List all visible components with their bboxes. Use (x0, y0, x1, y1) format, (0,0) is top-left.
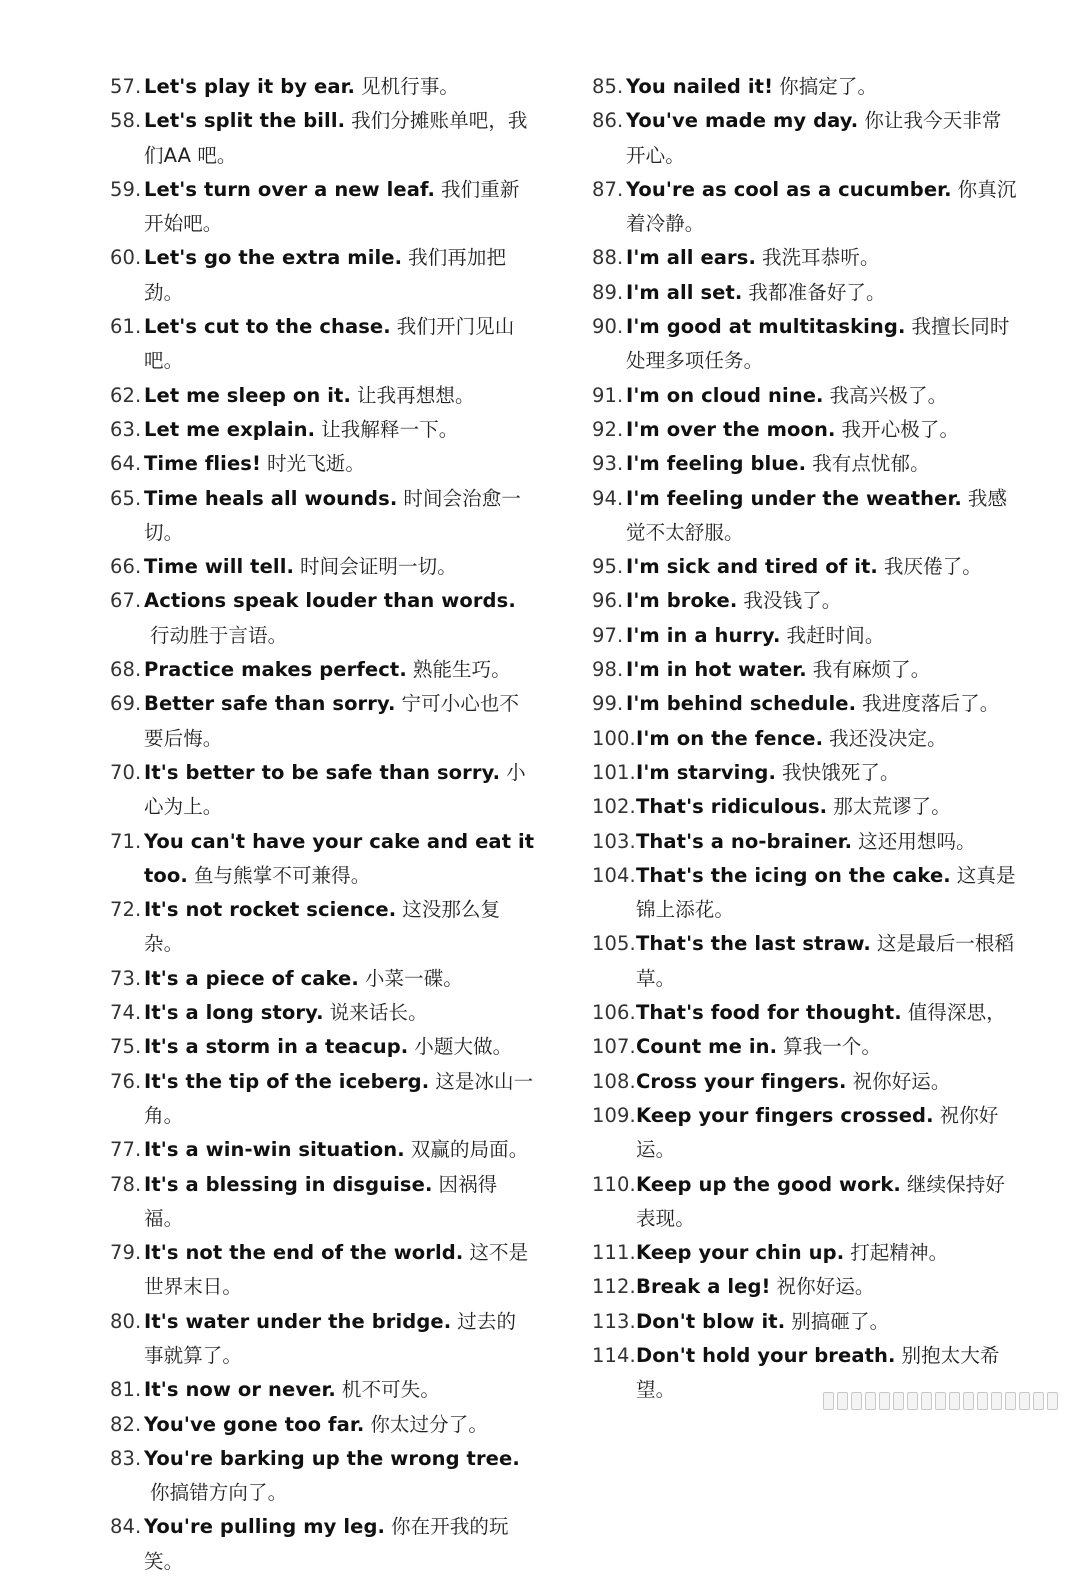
english-phrase: I'm broke. (626, 589, 738, 613)
chinese-translation: 我感觉不太舒服。 (626, 486, 1008, 544)
entry-number: 104. (592, 863, 636, 887)
entry-number: 63. (110, 417, 142, 441)
chinese-translation: 这是最后一根稻草。 (636, 932, 1015, 990)
english-phrase: You can't have your cake and eat it too. (144, 829, 535, 887)
english-phrase: I'm all ears. (626, 246, 756, 270)
english-phrase: It's better to be safe than sorry. (144, 760, 501, 784)
chinese-translation: 祝你好运。 (776, 1275, 875, 1299)
english-phrase: It's a long story. (144, 1001, 324, 1025)
phrase-entry (592, 722, 1017, 756)
left-column (110, 70, 535, 1579)
english-phrase: It's a blessing in disguise. (144, 1172, 433, 1196)
phrase-entry (592, 1168, 1017, 1237)
chinese-translation: 我还没决定。 (829, 726, 947, 750)
entry-number: 75. (110, 1035, 142, 1059)
chinese-translation: 我们重新开始吧。 (144, 177, 520, 236)
english-phrase: It's the tip of the iceberg. (144, 1069, 430, 1093)
entry-number: 82. (110, 1412, 142, 1436)
chinese-translation: 我有点忧郁。 (812, 452, 930, 476)
chinese-translation: 我赶时间。 (786, 623, 885, 647)
english-phrase: I'm in a hurry. (626, 623, 781, 647)
entry-number: 83. (110, 1446, 142, 1470)
chinese-translation: 这真是锦上添花。 (636, 863, 1016, 922)
chinese-translation: 你搞定了。 (779, 75, 878, 98)
phrase-entry (110, 550, 535, 584)
english-phrase: I'm starving. (636, 760, 776, 784)
entry-number: 74. (110, 1001, 142, 1025)
chinese-translation: 小题大做。 (414, 1035, 513, 1059)
chinese-translation: 时间会治愈一切。 (144, 486, 521, 544)
chinese-translation: 我擅长同时处理多项任务。 (626, 315, 1010, 373)
entry-number: 101. (592, 760, 636, 784)
chinese-translation: 我们再加把劲。 (144, 246, 507, 304)
chinese-translation: 鱼与熊掌不可兼得。 (193, 863, 371, 887)
phrase-entry (110, 1236, 535, 1305)
entry-number: 108. (592, 1069, 636, 1093)
entry-number: 92. (592, 417, 624, 441)
english-phrase: It's a storm in a teacup. (144, 1035, 409, 1059)
chinese-translation: 我有麻烦了。 (812, 658, 931, 682)
phrase-entry (592, 996, 1017, 1030)
phrase-entry (110, 70, 535, 104)
phrase-entry (110, 996, 535, 1030)
english-phrase: Practice makes perfect. (144, 658, 407, 682)
chinese-translation: 我厌倦了。 (883, 555, 982, 579)
phrase-entry (592, 70, 1017, 104)
phrase-entry (110, 447, 535, 481)
phrase-entry (592, 653, 1017, 687)
english-phrase: I'm sick and tired of it. (626, 555, 878, 579)
chinese-translation: 时间会证明一切。 (300, 555, 457, 579)
right-column (592, 70, 1017, 1408)
entry-number: 69. (110, 692, 142, 716)
phrase-entry (592, 790, 1017, 824)
english-phrase: You've gone too far. (144, 1412, 365, 1436)
phrase-entry (592, 310, 1017, 379)
english-phrase: I'm all set. (626, 280, 743, 304)
chinese-translation: 我开心极了。 (841, 417, 960, 441)
phrase-entry (592, 1099, 1017, 1168)
phrase-entry (110, 413, 535, 447)
english-phrase: It's now or never. (144, 1378, 336, 1402)
english-phrase: Time will tell. (144, 555, 294, 579)
entry-number: 99. (592, 692, 624, 716)
english-phrase: Let's play it by ear. (144, 75, 356, 98)
entry-number: 91. (592, 383, 624, 407)
entry-number: 113. (592, 1309, 636, 1333)
entry-number: 107. (592, 1035, 636, 1059)
entry-number: 103. (592, 829, 636, 853)
phrase-entry (110, 962, 535, 996)
phrase-entry (592, 1305, 1017, 1339)
chinese-translation: 让我再想想。 (356, 383, 475, 407)
entry-number: 62. (110, 383, 142, 407)
phrase-entry (592, 825, 1017, 859)
chinese-translation: 你让我今天非常开心。 (626, 109, 1002, 167)
entry-number: 114. (592, 1343, 636, 1367)
english-phrase: That's a no-brainer. (636, 829, 853, 853)
phrase-entry (110, 584, 535, 653)
watermark-strip (823, 1392, 1058, 1410)
english-phrase: You're as cool as a cucumber. (626, 177, 952, 201)
entry-number: 67. (110, 589, 142, 613)
english-phrase: I'm on the fence. (636, 726, 824, 750)
phrase-entry (110, 653, 535, 687)
entry-number: 88. (592, 246, 624, 270)
chinese-translation: 那太荒谬了。 (833, 795, 951, 819)
chinese-translation: 过去的事就算了。 (144, 1309, 517, 1367)
english-phrase: Break a leg! (636, 1275, 771, 1299)
phrase-entry (110, 1442, 535, 1511)
phrase-entry (592, 104, 1017, 173)
phrase-entry (592, 276, 1017, 310)
chinese-translation: 说来话长。 (329, 1001, 428, 1025)
phrase-entry (592, 1270, 1017, 1304)
chinese-translation: 算我一个。 (783, 1035, 882, 1059)
chinese-translation: 双赢的局面。 (410, 1138, 529, 1162)
english-phrase: Keep your chin up. (636, 1241, 845, 1265)
english-phrase: That's the icing on the cake. (636, 863, 951, 887)
phrase-entry (110, 756, 535, 825)
chinese-translation: 机不可失。 (341, 1378, 440, 1402)
entry-number: 77. (110, 1138, 142, 1162)
chinese-translation: 继续保持好表现。 (636, 1172, 1005, 1230)
chinese-translation: 值得深思， (907, 1001, 1006, 1025)
chinese-translation: 这没那么复杂。 (144, 898, 501, 956)
entry-number: 84. (110, 1515, 142, 1539)
entry-number: 87. (592, 177, 624, 201)
english-phrase: It's a piece of cake. (144, 966, 359, 990)
entry-number: 86. (592, 109, 624, 133)
english-phrase: Actions speak louder than words. (144, 589, 516, 613)
phrase-entry (110, 825, 535, 894)
chinese-translation: 行动胜于言语。 (150, 623, 288, 647)
english-phrase: Keep up the good work. (636, 1172, 901, 1196)
english-phrase: Let's go the extra mile. (144, 246, 403, 270)
chinese-translation: 这是冰山一角。 (144, 1069, 534, 1127)
chinese-translation: 祝你好运。 (852, 1069, 951, 1093)
english-phrase: It's not the end of the world. (144, 1241, 464, 1265)
phrase-entry (592, 550, 1017, 584)
chinese-translation: 小心为上。 (144, 760, 526, 819)
phrase-entry (110, 173, 535, 242)
english-phrase: Don't blow it. (636, 1309, 786, 1333)
chinese-translation: 我进度落后了。 (862, 692, 1000, 716)
english-phrase: You nailed it! (626, 75, 774, 98)
chinese-translation: 因祸得福。 (144, 1172, 498, 1230)
phrase-entry (592, 173, 1017, 242)
entry-number: 68. (110, 658, 142, 682)
english-phrase: Let's cut to the chase. (144, 315, 391, 339)
chinese-translation: 别搞砸了。 (791, 1309, 890, 1333)
english-phrase: I'm feeling blue. (626, 452, 807, 476)
phrase-entry (110, 241, 535, 310)
phrase-entry (110, 1510, 535, 1579)
english-phrase: You're pulling my leg. (144, 1515, 386, 1539)
chinese-translation: 我们开门见山吧。 (144, 315, 515, 373)
phrase-entry (592, 413, 1017, 447)
phrase-entry (592, 1030, 1017, 1064)
phrase-entry (592, 619, 1017, 653)
english-phrase: Better safe than sorry. (144, 692, 396, 716)
entry-number: 95. (592, 555, 624, 579)
entry-number: 64. (110, 452, 142, 476)
entry-number: 70. (110, 760, 142, 784)
english-phrase: Let me sleep on it. (144, 383, 351, 407)
phrase-entry (592, 927, 1017, 996)
chinese-translation: 时光飞逝。 (267, 452, 366, 476)
phrase-entry (110, 893, 535, 962)
entry-number: 97. (592, 623, 624, 647)
chinese-translation: 小菜一碟。 (364, 966, 463, 990)
entry-number: 72. (110, 898, 142, 922)
entry-number: 81. (110, 1378, 142, 1402)
english-phrase: That's food for thought. (636, 1001, 902, 1025)
english-phrase: You've made my day. (626, 109, 859, 133)
entry-number: 109. (592, 1103, 636, 1127)
phrase-entry (110, 687, 535, 756)
entry-number: 61. (110, 315, 142, 339)
entry-number: 73. (110, 966, 142, 990)
chinese-translation: 见机行事。 (361, 75, 460, 98)
chinese-translation: 我快饿死了。 (781, 760, 900, 784)
chinese-translation: 你真沉着冷静。 (626, 177, 1017, 236)
chinese-translation: 打起精神。 (850, 1241, 949, 1265)
entry-number: 112. (592, 1275, 636, 1299)
english-phrase: Don't hold your breath. (636, 1343, 896, 1367)
english-phrase: Count me in. (636, 1035, 778, 1059)
english-phrase: Let's turn over a new leaf. (144, 177, 436, 201)
phrase-entry (110, 1168, 535, 1237)
entry-number: 59. (110, 177, 142, 201)
entry-number: 94. (592, 486, 624, 510)
english-phrase: That's the last straw. (636, 932, 871, 956)
entry-number: 80. (110, 1309, 142, 1333)
entry-number: 60. (110, 246, 142, 270)
entry-number: 100. (592, 726, 636, 750)
chinese-translation: 熟能生巧。 (412, 658, 511, 682)
english-phrase: I'm good at multitasking. (626, 315, 906, 339)
entry-number: 71. (110, 829, 142, 853)
english-phrase: Let's split the bill. (144, 109, 346, 133)
entry-number: 98. (592, 658, 624, 682)
entry-number: 85. (592, 75, 624, 98)
phrase-entry (110, 1373, 535, 1407)
entry-number: 105. (592, 932, 636, 956)
english-phrase: It's not rocket science. (144, 898, 397, 922)
chinese-translation: 你搞错方向了。 (150, 1481, 288, 1505)
chinese-translation: 我都准备好了。 (748, 280, 886, 304)
entry-number: 66. (110, 555, 142, 579)
english-phrase: I'm behind schedule. (626, 692, 857, 716)
phrase-entry (110, 379, 535, 413)
phrase-entry (592, 241, 1017, 275)
phrase-entry (592, 1236, 1017, 1270)
english-phrase: I'm in hot water. (626, 658, 807, 682)
english-phrase: You're barking up the wrong tree. (144, 1446, 520, 1470)
entry-number: 111. (592, 1241, 636, 1265)
entry-number: 90. (592, 315, 624, 339)
english-phrase: That's ridiculous. (636, 795, 828, 819)
english-phrase: Time flies! (144, 452, 261, 476)
phrase-entry (110, 1065, 535, 1134)
english-phrase: Time heals all wounds. (144, 486, 398, 510)
english-phrase: It's water under the bridge. (144, 1309, 452, 1333)
chinese-translation: 我没钱了。 (743, 589, 842, 613)
chinese-translation: 你太过分了。 (370, 1412, 488, 1436)
entry-number: 65. (110, 486, 142, 510)
phrase-entry (110, 1305, 535, 1374)
english-phrase: I'm feeling under the weather. (626, 486, 962, 510)
entry-number: 58. (110, 109, 142, 133)
entry-number: 93. (592, 452, 624, 476)
phrase-entry (592, 447, 1017, 481)
chinese-translation: 让我解释一下。 (321, 417, 459, 441)
chinese-translation: 这还用想吗。 (858, 829, 976, 853)
phrase-entry (592, 1065, 1017, 1099)
chinese-translation: 这不是世界末日。 (144, 1241, 529, 1299)
english-phrase: Keep your fingers crossed. (636, 1103, 934, 1127)
entry-number: 102. (592, 795, 636, 819)
chinese-translation: 我高兴极了。 (829, 383, 948, 407)
english-phrase: Let me explain. (144, 417, 316, 441)
phrase-entry (592, 379, 1017, 413)
chinese-translation: 我们分摊账单吧，我们AA 吧。 (144, 109, 528, 167)
entry-number: 89. (592, 280, 624, 304)
entry-number: 110. (592, 1172, 636, 1196)
english-phrase: Cross your fingers. (636, 1069, 847, 1093)
entry-number: 96. (592, 589, 624, 613)
entry-number: 78. (110, 1172, 142, 1196)
english-phrase: I'm over the moon. (626, 417, 836, 441)
phrase-entry (110, 1408, 535, 1442)
phrase-entry (110, 310, 535, 379)
phrase-entry (110, 1133, 535, 1167)
english-phrase: I'm on cloud nine. (626, 383, 824, 407)
phrase-entry (592, 482, 1017, 551)
english-phrase: It's a win-win situation. (144, 1138, 405, 1162)
chinese-translation: 别抱太大希望。 (636, 1343, 1000, 1402)
entry-number: 79. (110, 1241, 142, 1265)
chinese-translation: 宁可小心也不要后悔。 (144, 692, 520, 750)
phrase-entry (592, 687, 1017, 721)
chinese-translation: 你在开我的玩笑。 (144, 1515, 509, 1573)
entry-number: 76. (110, 1069, 142, 1093)
chinese-translation: 祝你好运。 (636, 1103, 999, 1162)
phrase-entry (592, 756, 1017, 790)
chinese-translation: 我洗耳恭听。 (761, 246, 880, 270)
phrase-entry (110, 104, 535, 173)
entry-number: 57. (110, 75, 142, 98)
phrase-entry (110, 482, 535, 551)
phrase-entry (592, 584, 1017, 618)
entry-number: 106. (592, 1001, 636, 1025)
phrase-entry (592, 859, 1017, 928)
phrase-entry (110, 1030, 535, 1064)
